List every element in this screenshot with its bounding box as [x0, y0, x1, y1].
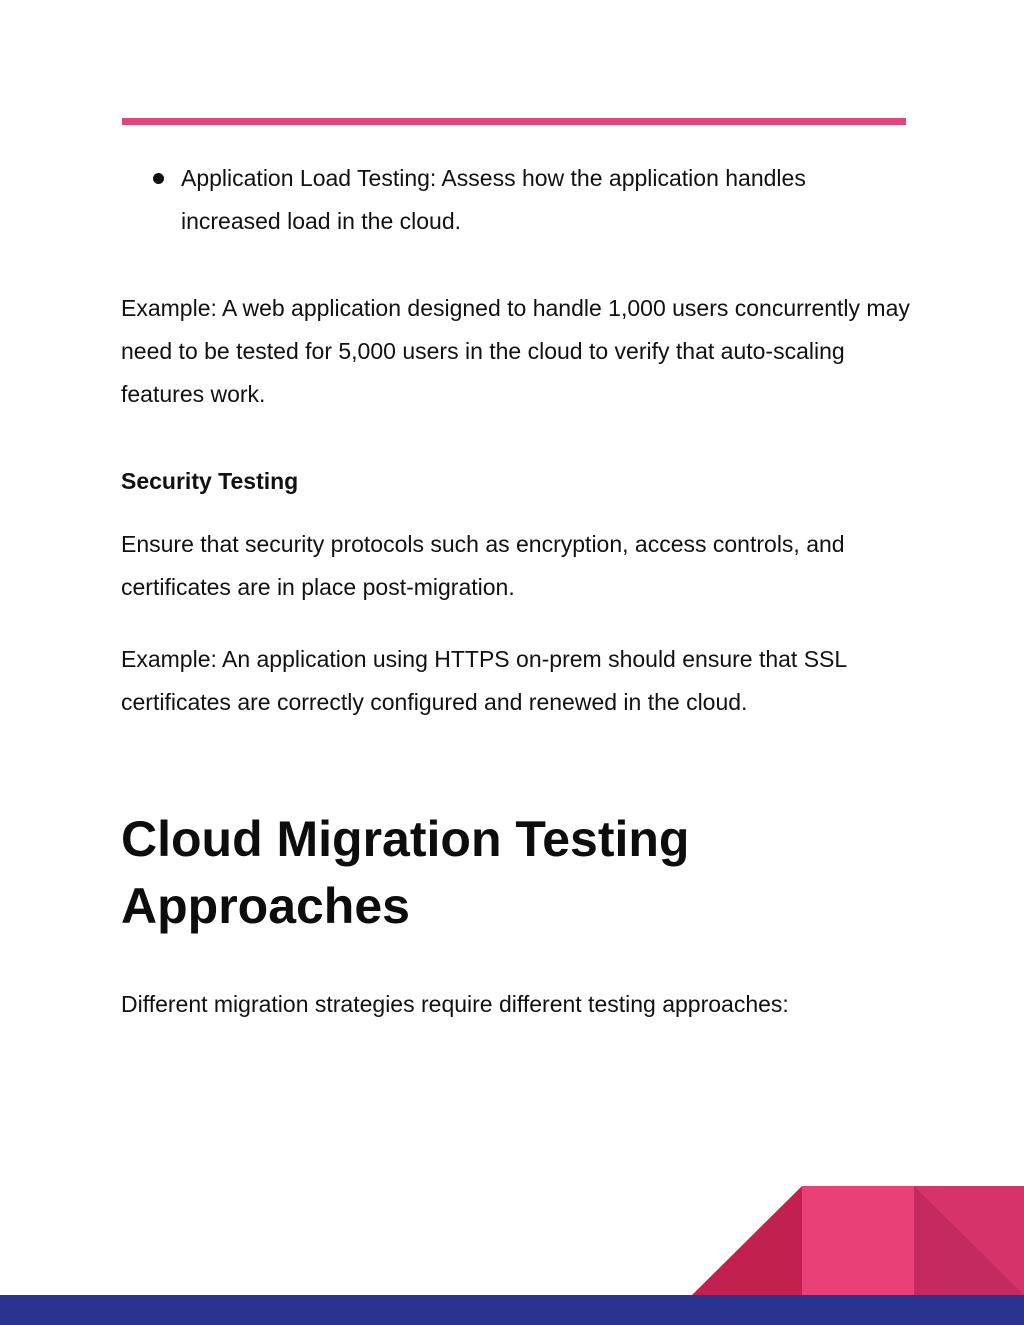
- security-testing-heading: Security Testing: [121, 468, 299, 494]
- bullet-list: [121, 157, 911, 243]
- bullet-icon: [153, 173, 164, 184]
- footer-triangle-shape: [692, 1186, 802, 1295]
- security-testing-body: Ensure that security protocols such as encryption, access controls, and certificates are in place post-migration.: [121, 531, 845, 600]
- list-item: [121, 157, 911, 243]
- footer-right-fold: [914, 1186, 1024, 1295]
- top-accent-rule: [122, 118, 906, 125]
- bullet-text: Application Load Testing: Assess how the application handles increased load in the cloud.: [181, 165, 806, 234]
- footer-right-block: [914, 1186, 1024, 1295]
- footer-square-shape: [802, 1186, 914, 1295]
- load-testing-example: Example: A web application designed to handle 1,000 users concurrently may need to be tested for 5,000 users in the cloud to verify that auto-scaling features work.: [121, 295, 910, 407]
- approaches-intro: Different migration strategies require different testing approaches:: [121, 991, 789, 1017]
- security-testing-example: Example: An application using HTTPS on-prem should ensure that SSL certificates are correctly configured and renewed in the cloud.: [121, 646, 847, 715]
- section-heading: Cloud Migration Testing Approaches: [121, 811, 690, 934]
- footer-navy-bar: [0, 1295, 1024, 1325]
